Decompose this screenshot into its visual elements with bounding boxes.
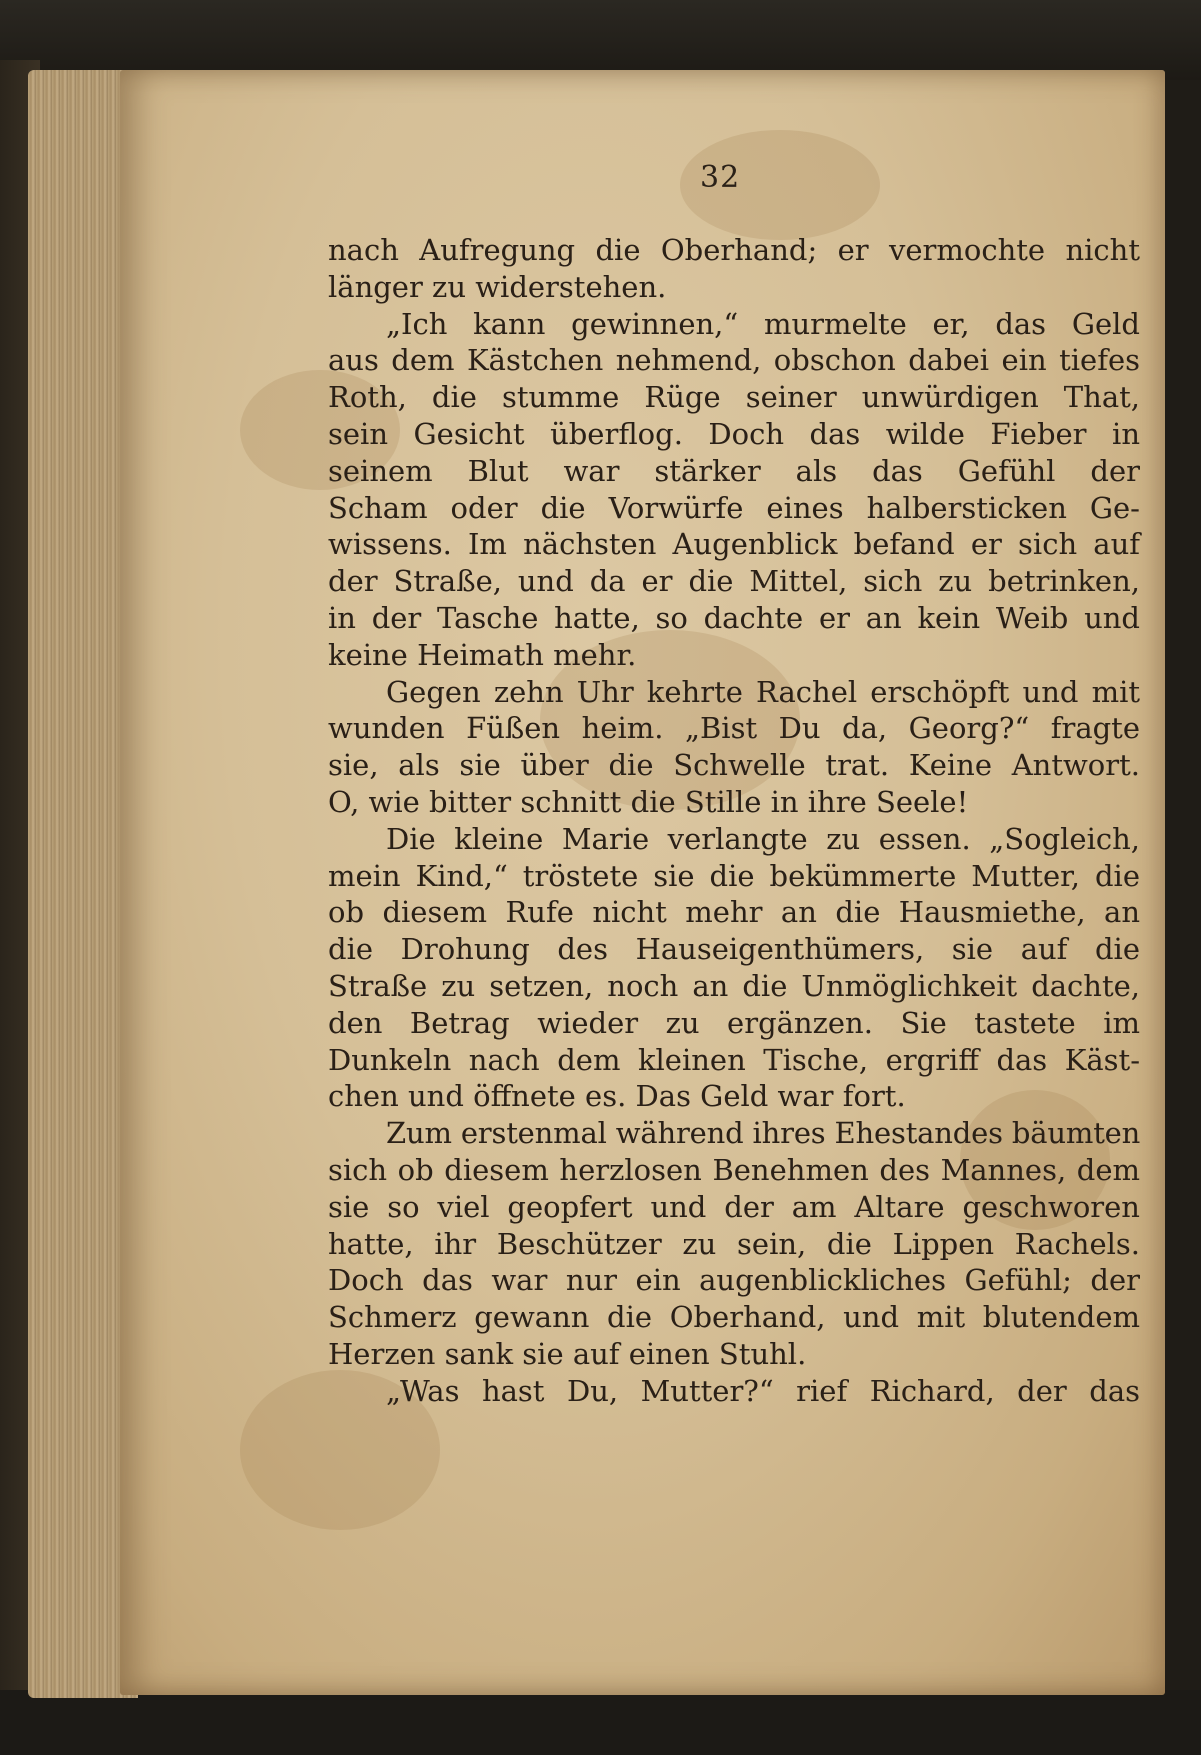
text-line: O, wie bitter schnitt die Stille in ihre Seele!: [328, 784, 969, 819]
page-number: 32: [700, 160, 741, 195]
text-line: Scham oder die Vorwürfe eines halbersticken Ge-: [328, 490, 1140, 525]
text-line: ob diesem Rufe nicht mehr an die Hausmiethe, an: [328, 895, 1140, 930]
text-line: wissens. Im nächsten Augenblick befand er sich auf: [328, 527, 1140, 562]
text-line: „Ich kann gewinnen,“ murmelte er, das Geld: [386, 306, 1140, 341]
text-line: aus dem Kästchen nehmend, obschon dabei ein tiefes: [328, 343, 1140, 378]
body-text: [328, 232, 1140, 1410]
text-line: seinem Blut war stärker als das Gefühl der: [328, 453, 1140, 488]
text-line: in der Tasche hatte, so dachte er an kein Weib und: [328, 600, 1140, 635]
text-line: sie so viel geopfert und der am Altare geschworen: [328, 1189, 1140, 1224]
text-line: wunden Füßen heim. „Bist Du da, Georg?“ fragte: [328, 711, 1140, 746]
text-line: Gegen zehn Uhr kehrte Rachel erschöpft und mit: [386, 674, 1140, 709]
text-line: „Was hast Du, Mutter?“ rief Richard, der das: [386, 1373, 1140, 1408]
book-cover-bottom: [0, 1690, 1201, 1755]
text-line: Roth, die stumme Rüge seiner unwürdigen That,: [328, 380, 1140, 415]
text-line: die Drohung des Hauseigenthümers, sie auf die: [328, 932, 1140, 967]
text-line: länger zu widerstehen.: [328, 269, 667, 304]
text-line: chen und öffnete es. Das Geld war fort.: [328, 1079, 906, 1114]
text-line: keine Heimath mehr.: [328, 637, 637, 672]
text-line: hatte, ihr Beschützer zu sein, die Lippen Rachels.: [328, 1226, 1140, 1261]
text-line: Dunkeln nach dem kleinen Tische, ergriff das Käst-: [328, 1042, 1140, 1077]
text-line: Schmerz gewann die Oberhand, und mit blutendem: [328, 1300, 1140, 1335]
text-line: mein Kind,“ tröstete sie die bekümmerte Mutter, die: [328, 858, 1140, 893]
text-line: Die kleine Marie verlangte zu essen. „Sogleich,: [386, 821, 1140, 856]
text-line: sie, als sie über die Schwelle trat. Keine Antwort.: [328, 748, 1140, 783]
text-line: Doch das war nur ein augenblickliches Gefühl; der: [328, 1263, 1140, 1298]
book-cover-top: [0, 0, 1201, 80]
text-line: sich ob diesem herzlosen Benehmen des Mannes, dem: [328, 1152, 1140, 1187]
text-line: sein Gesicht überflog. Doch das wilde Fieber in: [328, 416, 1140, 451]
text-line: Zum erstenmal während ihres Ehestandes bäumten: [386, 1116, 1141, 1151]
text-line: Herzen sank sie auf einen Stuhl.: [328, 1336, 807, 1371]
text-line: nach Aufregung die Oberhand; er vermochte nicht: [328, 233, 1140, 267]
text-line: den Betrag wieder zu ergänzen. Sie tastete im: [328, 1005, 1140, 1040]
text-line: der Straße, und da er die Mittel, sich zu betrinken,: [328, 564, 1140, 599]
text-line: Straße zu setzen, noch an die Unmöglichkeit dachte,: [328, 968, 1140, 1003]
